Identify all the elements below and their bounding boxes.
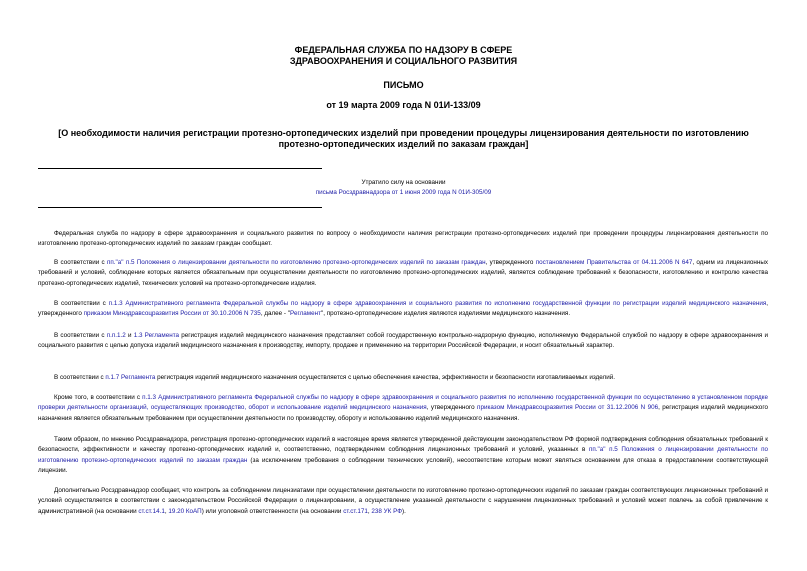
link-1-3-reglament[interactable]: 1.3 Регламента — [133, 332, 180, 339]
link-adm-reglament[interactable]: п.1.3 Административного регламента Федеральной службы по надзору в сфере здравоохранения и социального развития по исполнению государственной функции по регистрации изделий медицинского назначения — [108, 300, 767, 307]
org-name — [0, 45, 807, 67]
doc-type: ПИСЬМО — [383, 80, 424, 90]
link-uk-238[interactable]: 238 УК РФ — [371, 507, 402, 515]
status-text: Утратило силу на основании — [361, 179, 446, 186]
link-pp-1-2[interactable]: п.п.1.2 — [106, 332, 126, 339]
org-name-line1: ФЕДЕРАЛЬНАЯ СЛУЖБА ПО НАДЗОРУ В СФЕРЕ — [294, 45, 513, 55]
status-link[interactable]: письма Росздравнадзора от 1 июня 2009 года N 01И-305/09 — [315, 189, 492, 197]
divider-bottom — [38, 207, 322, 208]
paragraph-5: В соответствии с п.1.7 Регламента регистрация изделий медицинского назначения осуществляется с целью обеспечения качества, эффективности и безопасности изготавливаемых изделий. — [54, 374, 616, 381]
org-name-line2: ЗДРАВООХРАНЕНИЯ И СОЦИАЛЬНОГО РАЗВИТИЯ — [289, 56, 518, 66]
link-reglament[interactable]: Регламент — [290, 310, 321, 318]
paragraph-8: Дополнительно Росздравнадзор сообщает, что контроль за соблюдением лицензиатами при осуществлении деятельности по изготовлению протезно-ортопедических изделий по заказам граждан соответствующих лицензионных требований и условий осуществляется в соответствии с законодательством Российской Федерации о лицензировании, а осуществление указанной деятельности с нарушением лицензионных требований и условий может повлечь за собой привлечение к административной (на основании ст.ст.14.1, 19.20 КоАП) или уголовной ответственности (на основании ст.ст.171, 238 УК РФ). — [38, 487, 768, 515]
link-postanovlenie[interactable]: постановлением Правительства от 04.11.2006 N 647 — [535, 259, 693, 266]
link-prikaz-735[interactable]: приказом Минздравсоцразвития России от 30.10.2006 N 735 — [83, 310, 261, 318]
link-prikaz-906[interactable]: приказом Минздравсоцразвития России от 31.12.2006 N 906 — [477, 404, 659, 412]
paragraph-7: Таким образом, по мнению Росздравнадзора, регистрация протезно-ортопедических изделий в настоящее время является утвержденной действующим законодательством РФ формой подтверждения соблюдения обязательных требований к безопасности, эффективности и качеству протезно-ортопедических изделий и, соответственно, подтверждением соблюдения лицензионных требований и условий, указанных в пп."а" п.5 Положения о лицензировании деятельности по изготовлению протезно-ортопедических изделий по заказам граждан (за исключением требования о соблюдении технических условий), несоответствие которым может являться основанием для отказа в предоставлении соответствующей лицензии. — [38, 436, 769, 475]
divider-top — [38, 168, 322, 169]
paragraph-3: В соответствии с п.1.3 Административного регламента Федеральной службы по надзору в сфере здравоохранения и социального развития по исполнению государственной функции по регистрации изделий медицинского назначения, утвержденного приказом Минздравсоцразвития России от 30.10.2006 N 735, далее - "Регламент", протезно-ортопедические изделия являются изделиями медицинского назначения. — [38, 300, 769, 318]
doc-subject: [О необходимости наличия регистрации протезно-ортопедических изделий при проведении процедуры лицензирования деятельности по изготовлению протезно-ортопедических изделий по заказам граждан] — [58, 128, 749, 149]
paragraph-1: Федеральная служба по надзору в сфере здравоохранения и социального развития по вопросу о необходимости наличия регистрации протезно-ортопедических изделий при проведении процедуры лицензирования деятельности по изготовлению протезно-ортопедических изделий по заказам граждан сообщает. — [38, 230, 768, 248]
paragraph-6: Кроме того, в соответствии с п.1.3 Административного регламента Федеральной службы по надзору в сфере здравоохранения и социального развития по исполнению государственной функции по осуществлению в установленном порядке проверки деятельности организаций, осуществляющих производство, оборот и использование изделий медицинского назначения, утвержденного приказом Минздравсоцразвития России от 31.12.2006 N 906, регистрация изделий медицинского назначения является обязательным требованием при осуществлении деятельности по производству, обороту и использованию изделий медицинского назначения. — [38, 394, 768, 422]
link-st-14-1[interactable]: ст.ст.14.1 — [138, 507, 165, 515]
link-st-171[interactable]: ст.ст.171 — [343, 507, 368, 515]
status-note — [200, 178, 607, 199]
paragraph-4: В соответствии с п.п.1.2 и 1.3 Регламента регистрация изделий медицинского назначения представляет собой государственную контрольно-надзорную функцию, исполняемую Федеральной службой по надзору в сфере здравоохранения и социального развития с целью допуска изделий медицинского назначения к производству, импорту, продаже и применению на территории Российской Федерации, и носит обязательный характер. — [38, 332, 768, 350]
link-polozhenie-2[interactable]: пп."а" п.5 Положения о лицензировании деятельности по изготовлению протезно-ортопедических изделий по заказам граждан — [38, 446, 768, 464]
link-koap-19-20[interactable]: 19.20 КоАП — [168, 507, 202, 515]
link-polozhenie[interactable]: пп."а" п.5 Положения о лицензировании деятельности по изготовлению протезно-ортопедических изделий по заказам граждан — [106, 259, 486, 266]
doc-date-number: от 19 марта 2009 года N 01И-133/09 — [326, 100, 481, 110]
link-adm-reglament-proverki[interactable]: п.1.3 Административного регламента Федеральной службы по надзору в сфере здравоохранения и социального развития по исполнению государственной функции по осуществлению в установленном порядке проверки деятельности организаций, осуществляющих производство, оборот и использование изделий медицинского назначения — [38, 394, 768, 412]
link-1-7-reglament[interactable]: п.1.7 Регламента — [105, 374, 156, 381]
paragraph-2: В соответствии с пп."а" п.5 Положения о лицензировании деятельности по изготовлению протезно-ортопедических изделий по заказам граждан, утвержденного постановлением Правительства от 04.11.2006 N 647, одним из лицензионных требований и условий, соблюдение которых является обязательным при осуществлении деятельности по изготовлению протезно-ортопедических изделий, является соблюдение требований к безопасности, изготовлению и контролю качества протезно-ортопедических изделий, технических условий на протезно-ортопедические изделия. — [38, 259, 769, 287]
